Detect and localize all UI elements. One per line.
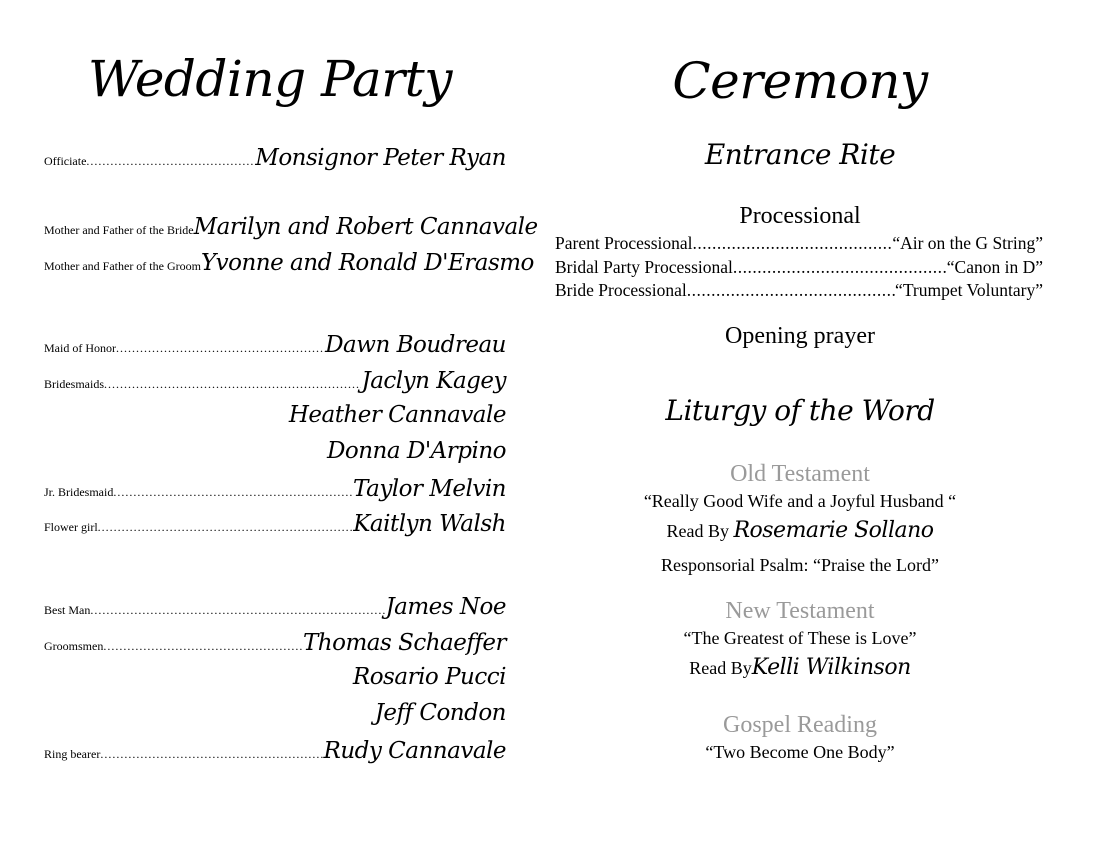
party-row-jr-bridesmaid [44,476,506,502]
reader-name: Kelli Wilkinson [751,655,911,680]
entrance-rite-heading: Entrance Rite [704,138,896,171]
party-row-ring-bearer [44,738,506,764]
party-role: Mother and Father of the Bride [44,223,194,237]
bridesmaid-name: Heather Cannavale [288,402,506,428]
party-name: Taylor Melvin [353,476,506,502]
reader-name: Rosemarie Sollano [733,518,934,543]
dot-leader [90,603,385,618]
read-by-label: Read By [666,521,729,541]
party-name: James Noe [385,594,506,620]
party-row-flower-girl [44,511,506,537]
party-name: Kaitlyn Walsh [353,511,506,537]
bridesmaid-name: Donna D'Arpino [326,438,506,464]
party-role: Mother and Father of the Groom [44,259,201,273]
party-row-best-man [44,594,506,620]
processional-heading: Processional [739,203,861,229]
gospel-title: “Two Become One Body” [705,742,895,762]
new-testament-title: “The Greatest of These is Love” [683,628,917,648]
party-role: Ring bearer [44,747,101,761]
party-row-groomsmen [44,630,506,656]
party-name: Monsignor Peter Ryan [255,145,506,171]
read-by-label: Read By [689,658,752,678]
party-role: Bridesmaids [44,377,104,391]
dot-leader [116,341,325,356]
dot-leader [103,639,303,654]
dot-leader [693,233,893,254]
party-name: Marilyn and Robert Cannavale [193,214,538,240]
groomsman-name: Jeff Condon [374,700,506,726]
gospel-heading: Gospel Reading [723,712,877,738]
processional-row [555,257,1043,278]
party-name: Dawn Boudreau [325,332,506,358]
party-role: Maid of Honor [44,341,116,355]
dot-leader [687,280,895,301]
ceremony-title: Ceremony [672,52,928,110]
processional-piece: “Canon in D” [946,257,1043,277]
groomsman-name: Rosario Pucci [352,664,506,690]
dot-leader [733,257,947,278]
party-name: Yvonne and Ronald D'Erasmo [200,250,534,276]
processional-row [555,280,1043,301]
party-role: Officiate [44,154,87,168]
old-testament-title: “Really Good Wife and a Joyful Husband “ [643,491,957,511]
processional-piece: “Air on the G String” [892,233,1043,253]
processional-label: Bride Processional [555,280,687,300]
party-row-officiate [44,145,506,171]
wedding-party-title: Wedding Party [88,50,452,108]
dot-leader [104,377,361,392]
party-name: Thomas Schaeffer [302,630,506,656]
party-name: Rudy Cannavale [323,738,506,764]
processional-row [555,233,1043,254]
party-role: Best Man [44,603,91,617]
dot-leader [86,154,255,169]
processional-label: Bridal Party Processional [555,257,733,277]
party-row-bride-parents [44,214,538,240]
new-testament-read-by [550,655,1050,680]
party-role: Jr. Bridesmaid [44,485,114,499]
old-testament-heading: Old Testament [730,461,870,487]
ceremony-panel [550,0,1050,850]
old-testament-read-by [550,518,1050,543]
party-role: Flower girl [44,520,98,534]
dot-leader [113,485,353,500]
processional-label: Parent Processional [555,233,693,253]
responsorial-psalm: Responsorial Psalm: “Praise the Lord” [661,555,939,575]
new-testament-heading: New Testament [725,598,875,624]
party-name: Jaclyn Kagey [361,368,506,394]
party-row-groom-parents [44,250,534,276]
party-row-bridesmaids [44,368,506,394]
processional-piece: “Trumpet Voluntary” [895,280,1043,300]
opening-prayer-heading: Opening prayer [725,323,875,349]
dot-leader [100,747,323,762]
liturgy-heading: Liturgy of the Word [665,394,935,427]
party-row-maid-of-honor [44,332,506,358]
party-role: Groomsmen [44,639,104,653]
dot-leader [98,520,354,535]
